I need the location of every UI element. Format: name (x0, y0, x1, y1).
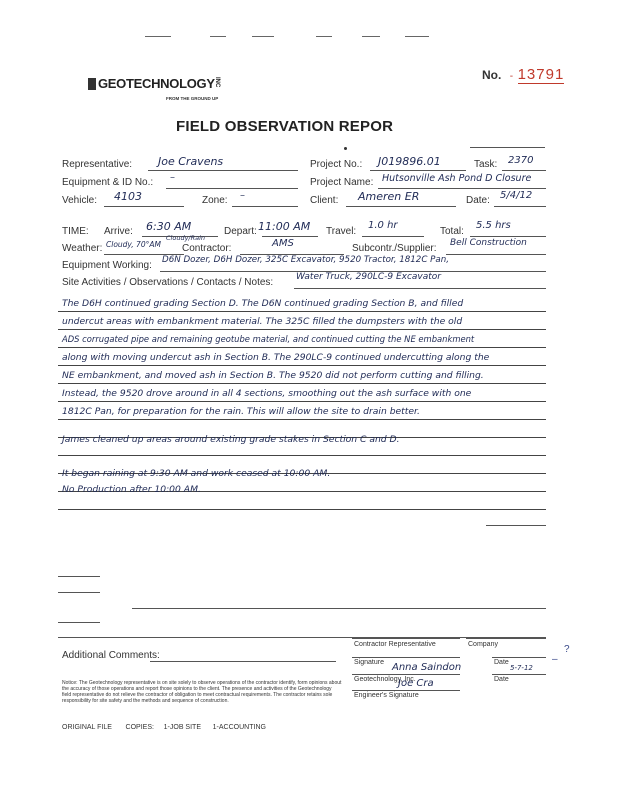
note-text: James cleaned up areas around existing grade stakes in Section C and D. (62, 434, 400, 445)
signature-label: Signature (354, 659, 384, 666)
note-line (58, 347, 546, 348)
note-text: The D6H continued grading Section D. The D6N continued grading Section B, and filled (62, 298, 464, 309)
note-line (58, 383, 546, 384)
form-title: FIELD OBSERVATION REPOR (176, 118, 394, 135)
engineer-sig-line (352, 690, 460, 691)
logo-suffix: INC (214, 77, 220, 88)
date-line (494, 206, 546, 207)
note-text: No Production after 10:00 AM. (62, 484, 201, 495)
blank-line (486, 525, 546, 526)
date-sig-label: Date (494, 659, 509, 666)
depart-label: Depart: (224, 226, 257, 237)
task-line (502, 170, 546, 171)
date-label: Date: (466, 195, 490, 206)
client-label: Client: (310, 195, 339, 206)
weather-label: Weather: (62, 243, 103, 254)
date-sig-line (492, 657, 546, 658)
scan-mark (316, 36, 332, 37)
geotech-label: Geotechnology, Inc. (354, 676, 416, 683)
representative-line (148, 170, 298, 171)
blank-line (132, 608, 546, 609)
geotech-line (352, 674, 460, 675)
total-label: Total: (440, 226, 464, 237)
client-line (346, 206, 456, 207)
project-no-line (370, 170, 466, 171)
company-label: Company (468, 641, 498, 648)
project-name-value: Hutsonville Ash Pond D Closure (382, 173, 532, 184)
number-label: No. (482, 68, 502, 82)
depart-line (262, 236, 318, 237)
travel-label: Travel: (326, 226, 357, 237)
date-geo-line (492, 674, 546, 675)
project-name-line (378, 188, 546, 189)
title-dot (344, 147, 347, 150)
note-text: 1812C Pan, for preparation for the rain. This will allow the site to drain better. (62, 406, 420, 417)
engineer-sig-label: Engineer's Signature (354, 692, 419, 699)
engineer-sig-value: Joe Cra (398, 678, 434, 689)
date-geo-label: Date (494, 676, 509, 683)
weather-value: Cloudy, 70°AM (106, 240, 161, 249)
equipment-working-label: Equipment Working: (62, 260, 152, 271)
additional-comments-label: Additional Comments: (62, 650, 160, 661)
subcontractor-value: Bell Construction (450, 238, 527, 248)
hand-dash: – (552, 654, 558, 665)
note-text: It began raining at 9:30 AM and work ceased at 10:00 AM. (62, 468, 331, 479)
note-text: along with moving undercut ash in Section B. The 290LC-9 continued undercutting along the (62, 352, 490, 363)
arrive-label: Arrive: (104, 226, 133, 237)
question-mark: ? (564, 644, 570, 655)
company-line (466, 638, 546, 639)
site-activities-value: Water Truck, 290LC-9 Excavator (296, 272, 441, 282)
logo-tagline: FROM THE GROUND UP (166, 96, 219, 101)
project-no-value: J019896.01 (378, 155, 441, 168)
blank-line (58, 622, 100, 623)
blank-line (58, 592, 100, 593)
total-line (470, 236, 546, 237)
note-line (58, 455, 546, 456)
distribution-line: ORIGINAL FILE COPIES: 1-JOB SITE 1-ACCOUNTING (62, 724, 266, 731)
date-sig-value: 5-7-12 (510, 664, 533, 672)
project-no-label: Project No.: (310, 159, 363, 170)
number-value: 13791 (517, 66, 565, 83)
contractor-rep-line (352, 638, 460, 639)
scan-mark (145, 36, 171, 37)
signature-line (352, 657, 460, 658)
vehicle-label: Vehicle: (62, 195, 98, 206)
vehicle-value: 4103 (114, 190, 142, 203)
time-label: TIME: (62, 226, 89, 237)
signature-value: Anna Saindon (392, 662, 462, 673)
logo-mark (88, 78, 96, 90)
note-text: NE embankment, and moved ash in Section B. The 9520 did not perform cutting and filling. (62, 370, 484, 381)
subcontractor-line (446, 254, 546, 255)
representative-label: Representative: (62, 159, 133, 170)
zone-value: – (240, 190, 245, 201)
note-text: ADS corrugated pipe and remaining geotube material, and continued cutting the NE embankment (62, 334, 475, 344)
note-line (58, 311, 546, 312)
vehicle-line (104, 206, 184, 207)
note-text: undercut areas with embankment material. The 325C filled the dumpsters with the old (62, 316, 463, 327)
equipment-id-label: Equipment & ID No.: (62, 177, 154, 188)
equipment-id-line (166, 188, 298, 189)
scan-mark (405, 36, 429, 37)
arrive-value: 6:30 AM (146, 220, 192, 233)
representative-value: Joe Cravens (158, 155, 224, 168)
blank-line (58, 576, 100, 577)
weather-extra: Cloudy/Rain (166, 234, 206, 242)
site-activities-label: Site Activities / Observations / Contacts / Notes: (62, 277, 274, 288)
form-number (482, 66, 564, 84)
contractor-label: Contractor: (182, 243, 232, 254)
note-text: Instead, the 9520 drove around in all 4 sections, smoothing out the ash surface with one (62, 388, 472, 399)
scan-mark (252, 36, 274, 37)
client-value: Ameren ER (358, 190, 420, 203)
date-value: 5/4/12 (500, 190, 533, 201)
zone-line (232, 206, 298, 207)
project-name-label: Project Name: (310, 177, 374, 188)
company-logo (88, 76, 238, 110)
scan-mark (210, 36, 226, 37)
contractor-value: AMS (272, 238, 294, 249)
contractor-rep-label: Contractor Representative (354, 641, 436, 648)
notice-text: Notice: The Geotechnology representative is on site solely to observe operations of the contractor identify, form opinions about the accuracy of those operations and report those opinions to the client. The presence and activities of the Geotechnology field representative do not relieve the contractor of obligation to meet contractual requirements. The contractor retains sole responsibility for site safety and the methods and sequence of construction. (62, 680, 342, 704)
subcontractor-label: Subcontr./Supplier: (352, 243, 437, 254)
equipment-id-value: – (170, 172, 175, 183)
note-line (58, 329, 546, 330)
zone-label: Zone: (202, 195, 228, 206)
task-label: Task: (474, 159, 498, 170)
note-line (58, 509, 546, 510)
travel-value: 1.0 hr (368, 220, 398, 231)
note-line (58, 401, 546, 402)
scan-mark (362, 36, 380, 37)
note-line (58, 419, 546, 420)
note-line (58, 365, 546, 366)
additional-comments-line (150, 661, 336, 662)
logo-text: GEOTECHNOLOGY (98, 76, 215, 91)
site-activities-line (294, 288, 546, 289)
task-value: 2370 (508, 155, 534, 166)
equipment-working-value: D6N Dozer, D6H Dozer, 325C Excavator, 9520 Tractor, 1812C Pan, (162, 255, 449, 265)
depart-value: 11:00 AM (258, 220, 311, 233)
total-value: 5.5 hrs (476, 220, 511, 231)
travel-line (362, 236, 424, 237)
number-dash: - (509, 71, 514, 82)
title-side-line (470, 147, 545, 148)
